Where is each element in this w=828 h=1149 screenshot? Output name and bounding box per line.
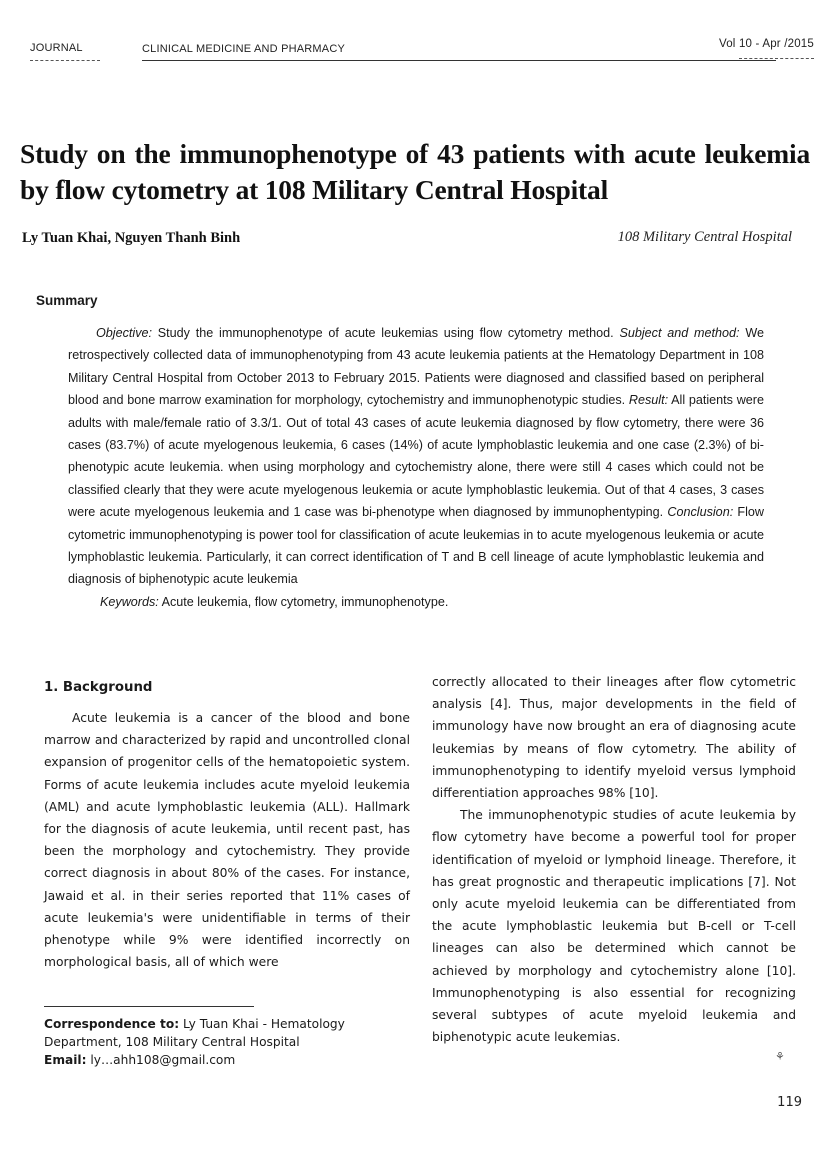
email-address[interactable]: ly…ahh108@gmail.com — [86, 1053, 236, 1067]
header-rule-left — [30, 60, 100, 61]
correspondence-label: Correspondence to: — [44, 1017, 180, 1031]
article-affiliation: 108 Military Central Hospital — [617, 229, 792, 245]
running-head — [30, 38, 814, 62]
body-column-left — [44, 677, 410, 973]
volume-date: Vol 10 - Apr /2015 — [718, 38, 814, 50]
keywords — [68, 591, 764, 613]
keywords-label: Keywords: — [100, 594, 159, 609]
method-label: Subject and method: — [619, 326, 740, 340]
page-number: 119 — [777, 1095, 802, 1110]
correspondence — [44, 1015, 410, 1051]
result-text: All patients were adults with male/female ratio of 3.3/1. Out of total 43 cases of acute leukemia diagnosed by flow cytometry, there were 36 cases (83.7%) of acute myelogenous leukemia, 6 cases (14%) of acute lymphoblastic leukemia and one case (2.3%) of bi-phenotypic acute leukemia. when using morphology and cytochemistry alone, there were still 4 cases which could not be classified clearly that they were acute myelogenous leukemia or acute lymphoblastic leukemia. Out of that 4 cases, 3 cases were acute myelogenous leukemia and 1 case was bi-phenotype when diagnosed by immunophentyping. — [68, 393, 764, 520]
objective-text: Study the immunophenotype of acute leukemias using flow cytometry method. — [152, 326, 620, 340]
paragraph: Acute leukemia is a cancer of the blood and bone marrow and characterized by rapid and uncontrolled clonal expansion of progenitor cells of the hematopoietic system. Forms of acute leukemia includes acute myeloid leukemia (AML) and acute lymphoblastic leukemia (ALL). Hallmark for the diagnosis of acute leukemia, until recent past, has been the morphology and cytochemistry. They provide correct diagnosis in about 80% of the cases. For instance, Jawaid et al. in their series reported that 11% cases of acute leukemia's were unidentifiable in terms of their phenotype while 9% were identified incorrectly on morphological basis, all of which were — [44, 711, 410, 970]
paragraph-continued: correctly allocated to their lineages after flow cytometric analysis [4]. Thus, major developments in the field of immunology have now brought an era of diagnosing acute leukemias by means of flow cytometry. The ability of immunophenotyping to identify myeloid versus lymphoid differentiation approaches 98% [10]. — [432, 675, 796, 801]
scan-mark-icon: ⚘ — [775, 1051, 785, 1063]
article-authors: Ly Tuan Khai, Nguyen Thanh Binh — [22, 230, 241, 246]
result-label: Result: — [628, 393, 669, 408]
header-rule-right — [739, 58, 814, 59]
journal-title: CLINICAL MEDICINE AND PHARMACY — [142, 43, 346, 55]
journal-label: JOURNAL — [30, 42, 83, 54]
objective-label: Objective: — [96, 326, 152, 340]
header-rule — [142, 60, 776, 61]
email-label: Email: — [44, 1053, 87, 1067]
summary-heading: Summary — [36, 293, 98, 308]
correspondence-footnote — [44, 1015, 410, 1069]
method-text: We retrospectively collected data of immunophenotyping from 43 acute leukemia patients at the Hematology Department in 108 Military Central Hospital from October 2013 to February 2015. Patients were diagnosed and classified based on peripheral blood and bone marrow examination for morphology, cytochemistry and immunophenotypic studies. — [68, 326, 764, 408]
paragraph: The immunophenotypic studies of acute leukemia by flow cytometry have become a powerful tool for proper identification of myeloid or lymphoid lineage. Therefore, it has great prognostic and therapeutic implications [7]. Not only acute myeloid leukemia can be differentiated from the acute lymphoblastic leukemia but B-cell or T-cell lineages can also be determined which cannot be achieved by morphology and cytochemistry alone [10]. Immunophenotyping is also essential for recognizing several subtypes of acute myeloid leukemia and biphenotypic acute leukemias. — [432, 808, 796, 1045]
article-title: Study on the immunophenotype of 43 patients with acute leukemia by flow cytometry at 108 Military Central Hospital — [20, 138, 810, 206]
section-heading-background: 1. Background — [44, 680, 153, 695]
body-column-right — [432, 671, 796, 1048]
conclusion-text: Flow cytometric immunophenotyping is power tool for classification of acute leukemias in to acute myelogenous leukemia or acute lymphoblastic leukemia. Particularly, it can correct identification of T and B cell lineage of acute lymphoblastic leukemia and diagnosis of biphenotypic acute leukemia — [68, 505, 764, 587]
correspondence-text: Ly Tuan Khai - Hematology Department, 108 Military Central Hospital — [44, 1017, 345, 1049]
footnote-rule — [44, 1006, 254, 1007]
keywords-text: Acute leukemia, flow cytometry, immunophenotype. — [158, 594, 449, 609]
email — [44, 1051, 410, 1069]
conclusion-label: Conclusion: — [667, 505, 734, 520]
abstract — [68, 322, 764, 613]
abstract-body — [68, 322, 764, 591]
